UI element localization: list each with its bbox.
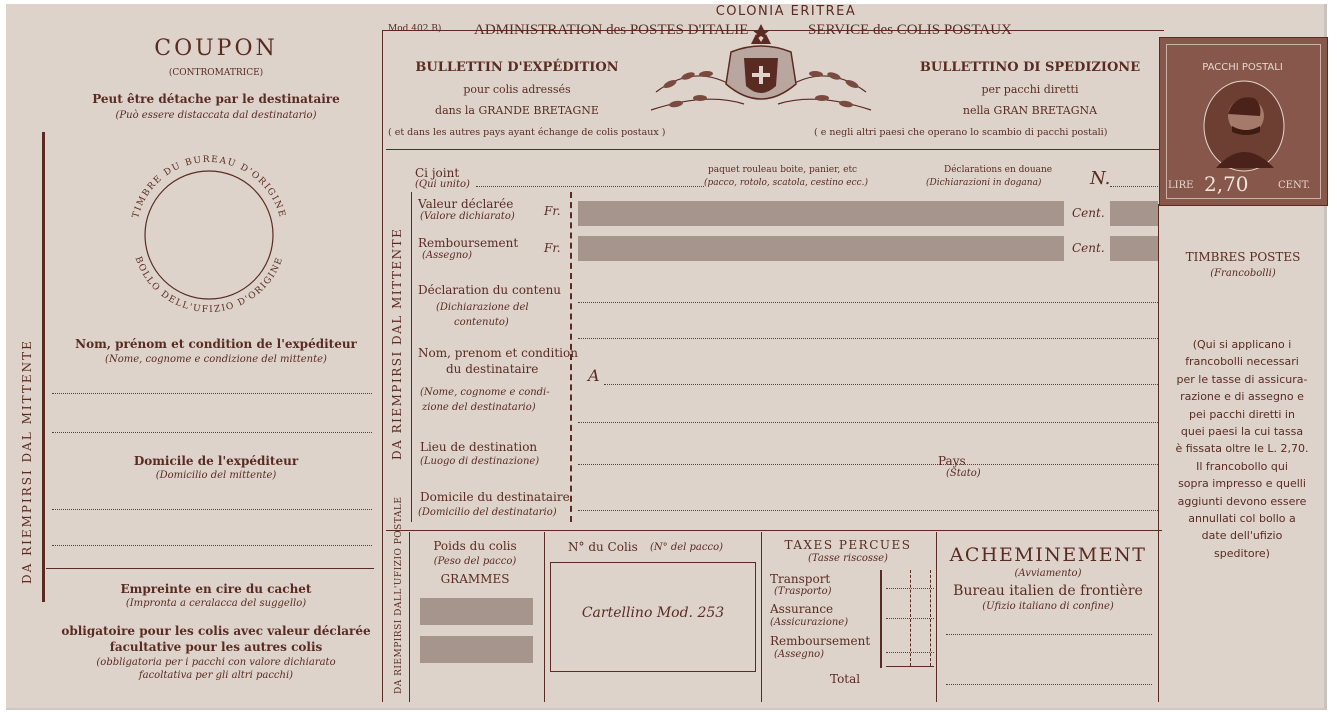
right-head-title: BULLETTINO DI SPEDIZIONE bbox=[919, 60, 1141, 75]
timbres-note bbox=[1164, 336, 1320, 562]
sender-home-line-1[interactable] bbox=[52, 509, 372, 510]
stamp-cent: CENT. bbox=[1278, 180, 1311, 191]
poids-field-2[interactable] bbox=[420, 636, 533, 663]
bottom-col-3 bbox=[936, 532, 937, 702]
paquet-label-it: (pacco, rotolo, scatola, cestino ecc.) bbox=[704, 178, 868, 188]
sender-name-label: Nom, prénom et condition de l'expéditeur bbox=[75, 337, 357, 351]
dest-label-it-2: zione del destinatario) bbox=[422, 402, 536, 413]
note-line: per le tasse di assicura- bbox=[1176, 372, 1308, 386]
note-line: annullati col bollo a bbox=[1188, 512, 1296, 526]
remb-tax-label: Remboursement bbox=[770, 634, 871, 648]
left-head-l2: pour colis adressés bbox=[463, 83, 571, 96]
sender-home-line-2[interactable] bbox=[52, 545, 372, 546]
remb-field[interactable] bbox=[578, 236, 1064, 261]
bottom-col-1 bbox=[544, 532, 545, 702]
origin-stamp-circle bbox=[114, 140, 304, 330]
admin-title: ADMINISTRATION des POSTES D'ITALIE bbox=[474, 22, 749, 38]
decl-label: Déclarations en douane bbox=[944, 165, 1053, 175]
achem-label: ACHEMINEMENT bbox=[949, 544, 1147, 566]
seal-label: Empreinte en cire du cachet bbox=[120, 582, 312, 596]
coupon-separator bbox=[382, 30, 383, 702]
right-head-l4: ( e negli altri paesi che operano lo scambio di pacchi postali) bbox=[814, 127, 1108, 138]
valeur-label-it: (Valore dichiarato) bbox=[420, 211, 515, 222]
taxes-label-it: (Tasse riscosse) bbox=[808, 553, 888, 564]
taxes-label: TAXES PERCUES bbox=[784, 538, 912, 552]
oblig-it-line-1: (obbligatoria per i pacchi con valore dichiarato bbox=[96, 657, 336, 668]
dest-line-1[interactable] bbox=[604, 384, 1158, 385]
poids-field-1[interactable] bbox=[420, 598, 533, 625]
left-head-l3: dans la GRANDE BRETAGNE bbox=[435, 104, 599, 117]
ci-joint-label-it: (Qui unito) bbox=[415, 179, 470, 190]
domicile-line[interactable] bbox=[578, 510, 1158, 511]
assurance-label-it: (Assicurazione) bbox=[770, 617, 849, 628]
sender-name-line-1[interactable] bbox=[52, 393, 372, 394]
poids-label: Poids du colis bbox=[433, 539, 517, 553]
domicile-label: Domicile du destinataire bbox=[420, 490, 570, 504]
oblig-line-1: obligatoire pour les colis avec valeur déclarée bbox=[61, 624, 371, 638]
service-title: SERVICE des COLIS POSTAUX bbox=[808, 22, 1012, 38]
decl-label-it: (Dichiarazioni in dogana) bbox=[926, 178, 1042, 188]
contenu-label: Déclaration du contenu bbox=[418, 283, 562, 297]
form-right-border bbox=[1158, 204, 1159, 702]
note-line: quei paesi la cui tassa bbox=[1180, 425, 1304, 439]
valeur-label: Valeur déclarée bbox=[418, 197, 514, 211]
n-label: N. bbox=[1090, 168, 1111, 189]
assurance-label: Assurance bbox=[770, 602, 834, 616]
sender-name-line-2[interactable] bbox=[52, 432, 372, 433]
note-line: speditore) bbox=[1214, 546, 1270, 560]
dest-label-1: Nom, prenom et condition bbox=[418, 346, 578, 360]
bureau-label-it: (Ufizio italiano di confine) bbox=[982, 601, 1114, 612]
contenu-line-1[interactable] bbox=[578, 302, 1158, 303]
dest-label-2: du destinataire bbox=[446, 362, 539, 376]
sender-home-label: Domicile de l'expéditeur bbox=[133, 454, 299, 468]
seal-label-it: (Impronta a ceralacca del suggello) bbox=[125, 598, 307, 609]
remb-label: Remboursement bbox=[418, 236, 519, 250]
postage-stamp bbox=[1159, 37, 1328, 206]
lieu-label-it: (Luogo di destinazione) bbox=[420, 456, 540, 467]
transport-label: Transport bbox=[770, 572, 831, 586]
lieu-label: Lieu de destination bbox=[420, 440, 538, 454]
remb-fr: Fr. bbox=[544, 241, 561, 255]
sender-name-label-it: (Nome, cognome e condizione del mittente) bbox=[105, 354, 327, 365]
achem-line-1[interactable] bbox=[946, 634, 1152, 635]
svg-text:BOLLO DELL'UFIZIO D'ORIGINE: BOLLO DELL'UFIZIO D'ORIGINE bbox=[132, 255, 286, 316]
valeur-field[interactable] bbox=[578, 201, 1064, 226]
contenu-label-it-1: (Dichiarazione del bbox=[436, 302, 529, 313]
transport-label-it: (Trasporto) bbox=[774, 586, 832, 597]
n-line[interactable] bbox=[1110, 186, 1158, 187]
sender-home-label-it: (Domicilio del mittente) bbox=[155, 470, 277, 481]
coupon-title: COUPON bbox=[154, 36, 278, 61]
total-label: Total bbox=[830, 672, 861, 686]
king-portrait-icon bbox=[1194, 76, 1294, 176]
cartellino-box[interactable] bbox=[550, 562, 756, 672]
no-colis-label-it: (N° del pacco) bbox=[650, 542, 724, 553]
timbres-label-it: (Francobolli) bbox=[1210, 268, 1276, 279]
form-inner-left-line bbox=[411, 192, 412, 522]
no-colis-label: N° du Colis bbox=[568, 540, 638, 554]
svg-text:TIMBRE DU BUREAU D'ORIGINE: TIMBRE DU BUREAU D'ORIGINE bbox=[131, 154, 287, 220]
domicile-label-it: (Domicilio del destinatario) bbox=[418, 507, 557, 518]
cartellino-label: Cartellino Mod. 253 bbox=[581, 605, 725, 621]
stamp-value: 2,70 bbox=[1204, 172, 1249, 196]
coupon-detach-it: (Può essere distaccata dal destinatario) bbox=[115, 110, 317, 121]
taxes-brace bbox=[880, 570, 882, 668]
note-line: (Qui si applicano i bbox=[1192, 338, 1292, 351]
lieu-line[interactable] bbox=[578, 464, 1158, 465]
coupon-detach: Peut être détache par le destinataire bbox=[92, 92, 340, 106]
oblig-it-line-2: facoltativa per gli altri pacchi) bbox=[138, 670, 294, 681]
oblig-line-2: facultative pour les autres colis bbox=[109, 640, 323, 654]
valeur-cent-field[interactable] bbox=[1110, 201, 1158, 226]
left-head-l4: ( et dans les autres pays ayant échange de colis postaux ) bbox=[388, 127, 666, 138]
achem-line-2[interactable] bbox=[946, 684, 1152, 685]
valeur-cent: Cent. bbox=[1072, 206, 1105, 220]
pays-label: Pays bbox=[938, 454, 966, 468]
grammes-label: GRAMMES bbox=[440, 572, 510, 586]
dest-line-2[interactable] bbox=[578, 422, 1158, 423]
remb-cent-field[interactable] bbox=[1110, 236, 1158, 261]
bureau-label: Bureau italien de frontière bbox=[953, 583, 1143, 599]
coat-of-arms-icon bbox=[636, 22, 886, 122]
note-line: razione e di assegno e bbox=[1180, 390, 1304, 404]
pays-label-it: (Stato) bbox=[946, 468, 981, 479]
coupon-side-label: DA RIEMPIRSI DAL MITTENTE bbox=[20, 339, 34, 584]
remb-cent: Cent. bbox=[1072, 241, 1105, 255]
coupon-brace bbox=[42, 132, 45, 602]
contenu-line-2[interactable] bbox=[578, 338, 1158, 339]
right-head-l3: nella GRAN BRETAGNA bbox=[962, 104, 1098, 117]
note-line: aggiunti devono essere bbox=[1177, 494, 1307, 508]
bottom-section-top-line bbox=[386, 530, 1162, 531]
coupon-subtitle: (CONTROMATRICE) bbox=[168, 68, 264, 78]
dest-label-it-1: (Nome, cognome e condi- bbox=[420, 387, 550, 398]
ci-joint-line[interactable] bbox=[476, 186, 704, 187]
a-label: A bbox=[588, 366, 600, 385]
assurance-amount[interactable] bbox=[886, 618, 934, 619]
right-head-l2: per pacchi diretti bbox=[981, 83, 1079, 96]
ci-joint-label: Ci joint bbox=[415, 166, 460, 180]
parcel-form-card bbox=[6, 4, 1327, 710]
contenu-label-it-2: contenuto) bbox=[454, 317, 509, 328]
note-line: Il francobollo qui bbox=[1196, 459, 1288, 473]
valeur-fr: Fr. bbox=[544, 204, 561, 218]
remb-label-it: (Assegno) bbox=[422, 250, 473, 261]
stamp-top-text: PACCHI POSTALI bbox=[1202, 62, 1283, 73]
stamp-lire: LIRE bbox=[1168, 180, 1194, 191]
note-line: pei pacchi diretti in bbox=[1189, 407, 1295, 421]
remb-tax-label-it: (Assegno) bbox=[774, 649, 825, 660]
colony-title: COLONIA ERITREA bbox=[715, 4, 857, 19]
total-amount[interactable] bbox=[886, 666, 934, 667]
header-bottom-line bbox=[386, 149, 1162, 150]
form-side-label: DA RIEMPIRSI DAL MITTENTE bbox=[390, 227, 404, 460]
paquet-label: paquet rouleau boite, panier, etc bbox=[708, 165, 858, 175]
transport-amount[interactable] bbox=[886, 588, 934, 589]
bottom-side-label: DA RIEMPIRSI DALL'UFIZIO POSTALE bbox=[394, 496, 404, 694]
poids-label-it: (Peso del pacco) bbox=[433, 556, 517, 567]
note-line: è fissata oltre le L. 2,70. bbox=[1175, 442, 1309, 456]
mod-number: Mod 402 B) bbox=[388, 24, 442, 34]
timbres-label: TIMBRES POSTES bbox=[1185, 250, 1301, 264]
note-line: date dell'ufizio bbox=[1201, 529, 1283, 543]
note-line: francobolli necessari bbox=[1185, 355, 1299, 369]
left-head-title: BULLETTIN D'EXPÉDITION bbox=[415, 60, 619, 75]
remb-amount[interactable] bbox=[886, 652, 934, 653]
coupon-divider bbox=[46, 568, 374, 569]
note-line: sopra impresso e quelli bbox=[1178, 477, 1306, 491]
achem-label-it: (Avviamento) bbox=[1014, 568, 1082, 579]
